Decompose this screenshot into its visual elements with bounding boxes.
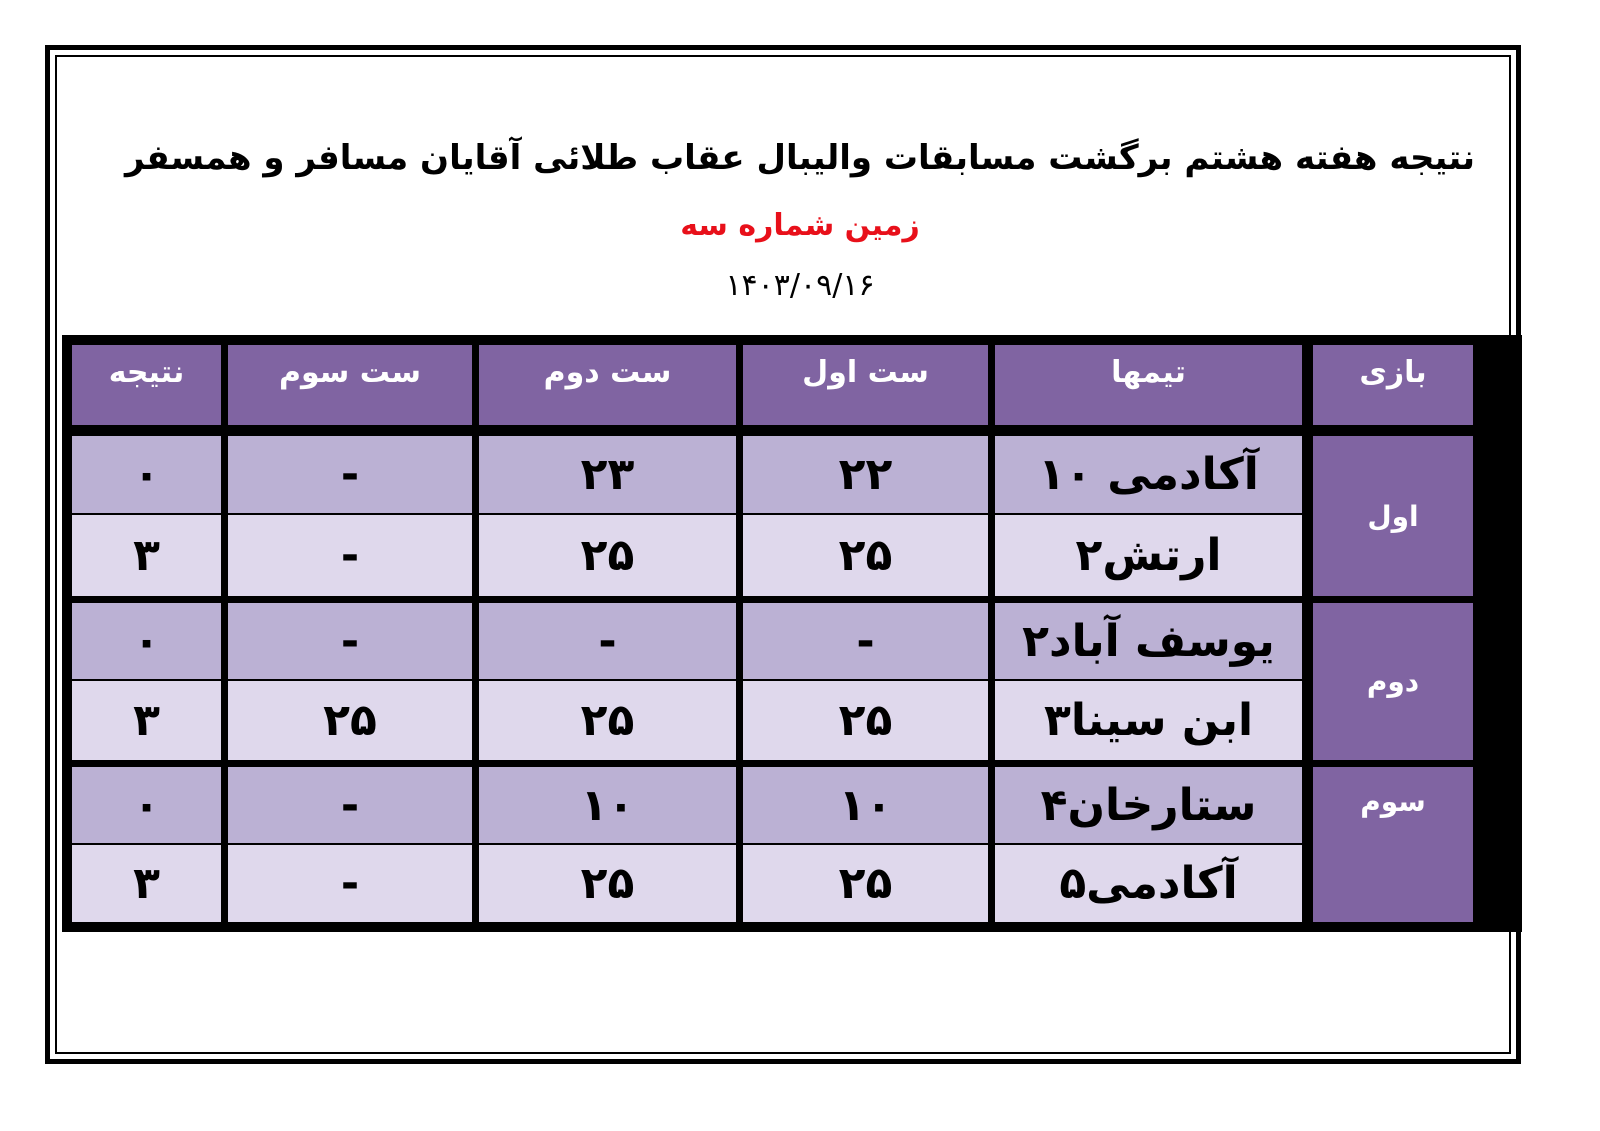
result-score: ۰ bbox=[72, 767, 221, 843]
result-score: ۰ bbox=[72, 603, 221, 679]
set3-score: ۲۵ bbox=[228, 681, 472, 760]
set3-score: - bbox=[228, 603, 472, 679]
header-game: بازی bbox=[1313, 345, 1473, 425]
court-subtitle: زمین شماره سه bbox=[680, 208, 920, 243]
set2-score: ۲۵ bbox=[479, 845, 736, 922]
set3-score: - bbox=[228, 436, 472, 513]
set1-score: ۲۵ bbox=[743, 515, 988, 596]
set2-score: ۲۵ bbox=[479, 515, 736, 596]
page-title: نتیجه هفته هشتم برگشت مسابقات والیبال عقاب طلائی آقایان مسافر و همسفر bbox=[125, 138, 1475, 178]
set2-score: - bbox=[479, 603, 736, 679]
header-set3: ست سوم bbox=[228, 345, 472, 425]
header-teams: تیمها bbox=[995, 345, 1302, 425]
match-date: ۱۴۰۳/۰۹/۱۶ bbox=[725, 268, 875, 303]
results-table bbox=[62, 335, 1522, 932]
result-score: ۳ bbox=[72, 845, 221, 922]
game-label: سوم bbox=[1313, 767, 1473, 922]
result-score: ۳ bbox=[72, 515, 221, 596]
game-label: اول bbox=[1313, 436, 1473, 596]
team-name: ابن سینا۳ bbox=[995, 681, 1302, 760]
team-name: یوسف آباد۲ bbox=[995, 603, 1302, 679]
header-set1: ست اول bbox=[743, 345, 988, 425]
game-label: دوم bbox=[1313, 603, 1473, 760]
set1-score: - bbox=[743, 603, 988, 679]
set2-score: ۲۳ bbox=[479, 436, 736, 513]
header-set2: ست دوم bbox=[479, 345, 736, 425]
set1-score: ۲۲ bbox=[743, 436, 988, 513]
result-score: ۳ bbox=[72, 681, 221, 760]
header-result: نتیجه bbox=[72, 345, 221, 425]
team-name: ارتش۲ bbox=[995, 515, 1302, 596]
set1-score: ۲۵ bbox=[743, 845, 988, 922]
result-score: ۰ bbox=[72, 436, 221, 513]
team-name: آکادمی ۱۰ bbox=[995, 436, 1302, 513]
set1-score: ۱۰ bbox=[743, 767, 988, 843]
set3-score: - bbox=[228, 767, 472, 843]
team-name: ستارخان۴ bbox=[995, 767, 1302, 843]
set3-score: - bbox=[228, 845, 472, 922]
set1-score: ۲۵ bbox=[743, 681, 988, 760]
team-name: آکادمی۵ bbox=[995, 845, 1302, 922]
set3-score: - bbox=[228, 515, 472, 596]
set2-score: ۱۰ bbox=[479, 767, 736, 843]
set2-score: ۲۵ bbox=[479, 681, 736, 760]
